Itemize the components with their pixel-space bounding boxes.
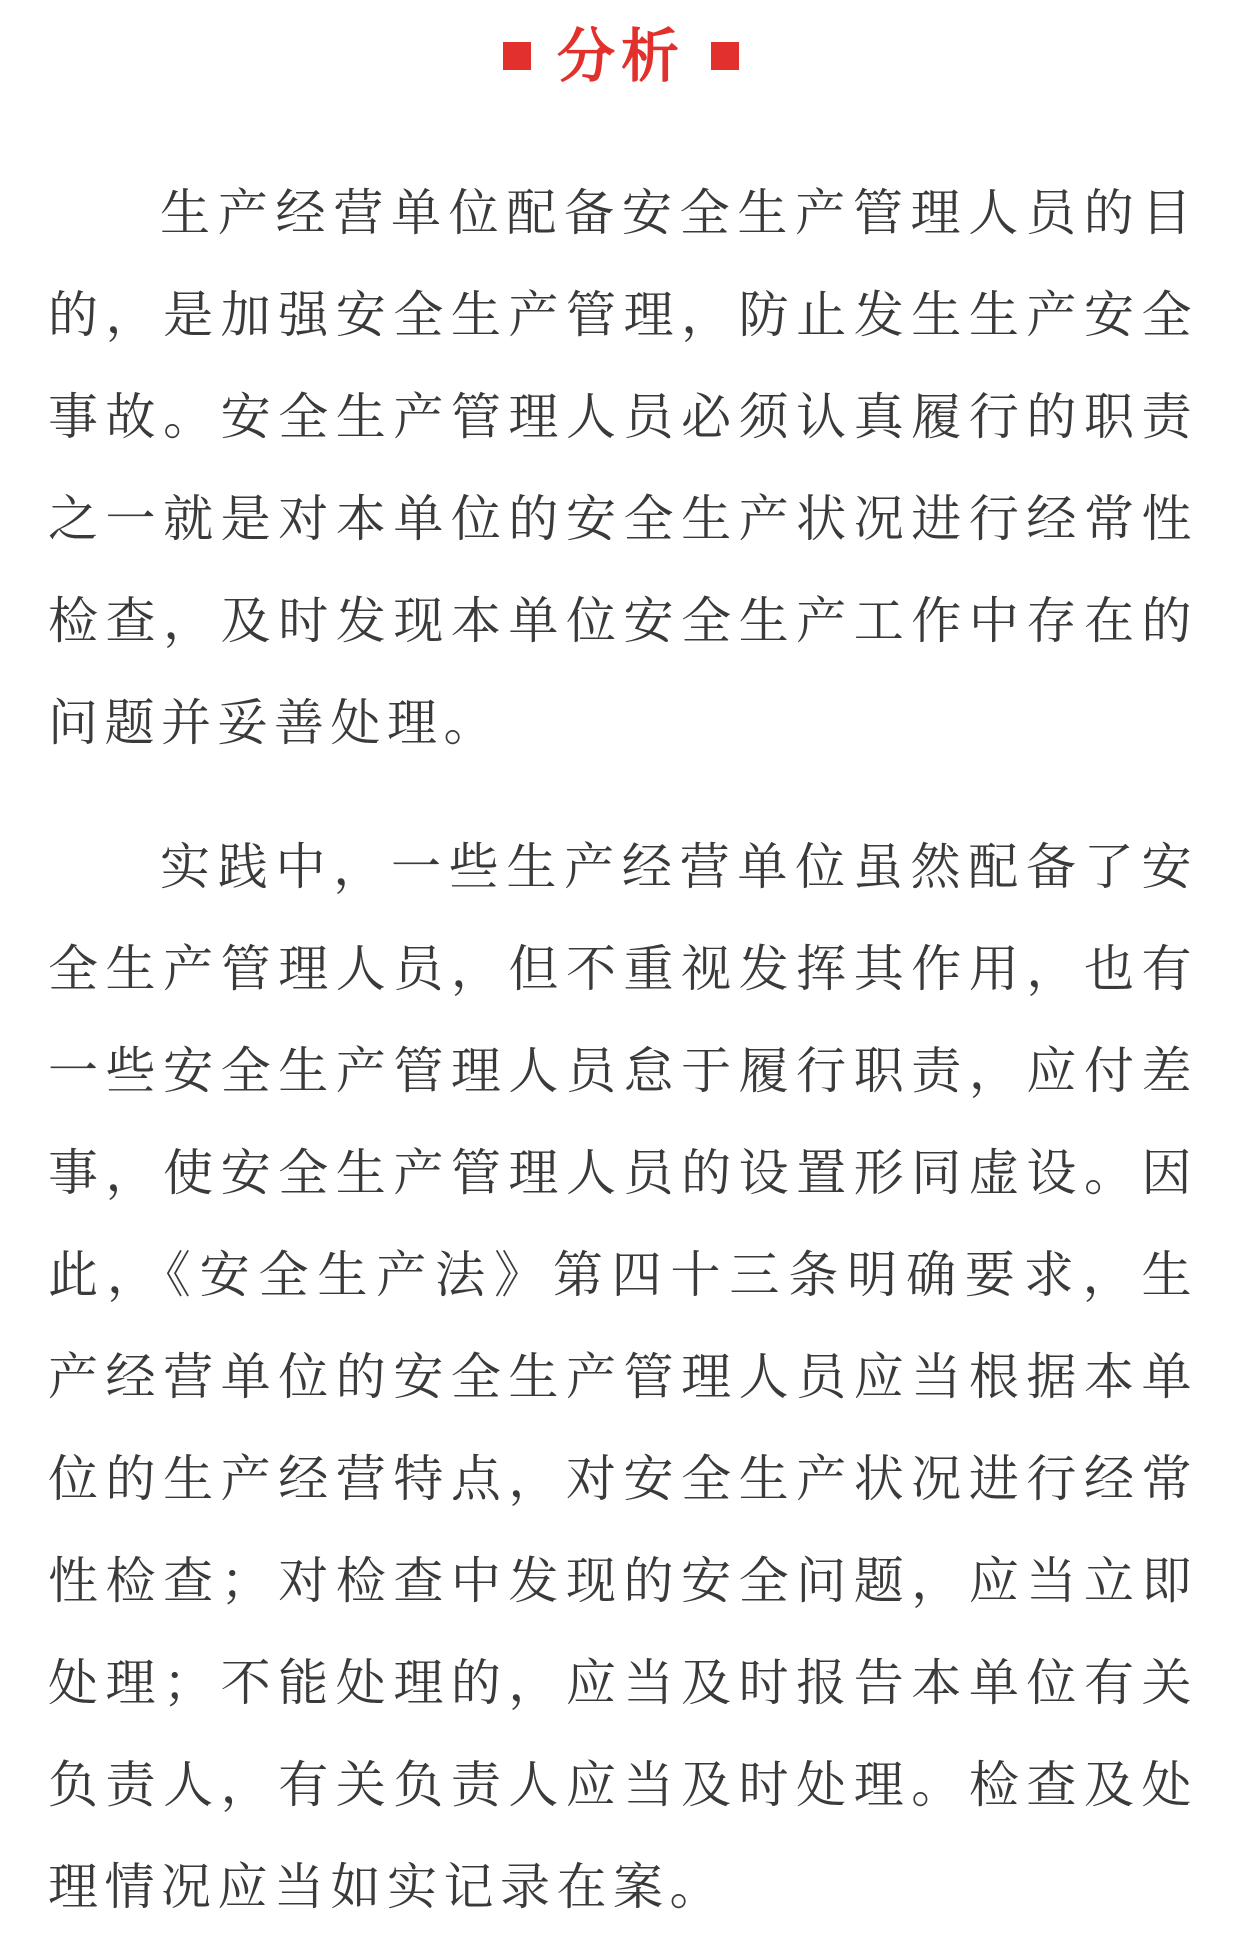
paragraph-2: 实践中，一些生产经营单位虽然配备了安全生产管理人员，但不重视发挥其作用，也有一些安全生产管理人员怠于履行职责，应付差事，使安全生产管理人员的设置形同虚设。因此，《安全生产法》第四十三条明确要求，生产经营单位的安全生产管理人员应当根据本单位的生产经营特点，对安全生产状况进行经常性检查；对检查中发现的安全问题，应当立即处理；不能处理的，应当及时报告本单位有关负责人，有关负责人应当及时处理。检查及处理情况应当如实记录在案。 <box>48 838 1198 1916</box>
paragraph-1: 生产经营单位配备安全生产管理人员的目的，是加强安全生产管理，防止发生生产安全事故。安全生产管理人员必须认真履行的职责之一就是对本单位的安全生产状况进行经常性检查，及时发现本单位安全生产工作中存在的问题并妥善处理。 <box>48 184 1198 752</box>
left-square-icon <box>503 42 531 70</box>
section-header <box>0 18 1242 94</box>
right-square-icon <box>711 42 739 70</box>
article-content <box>48 162 1198 1938</box>
section-title: 分析 <box>556 22 685 90</box>
